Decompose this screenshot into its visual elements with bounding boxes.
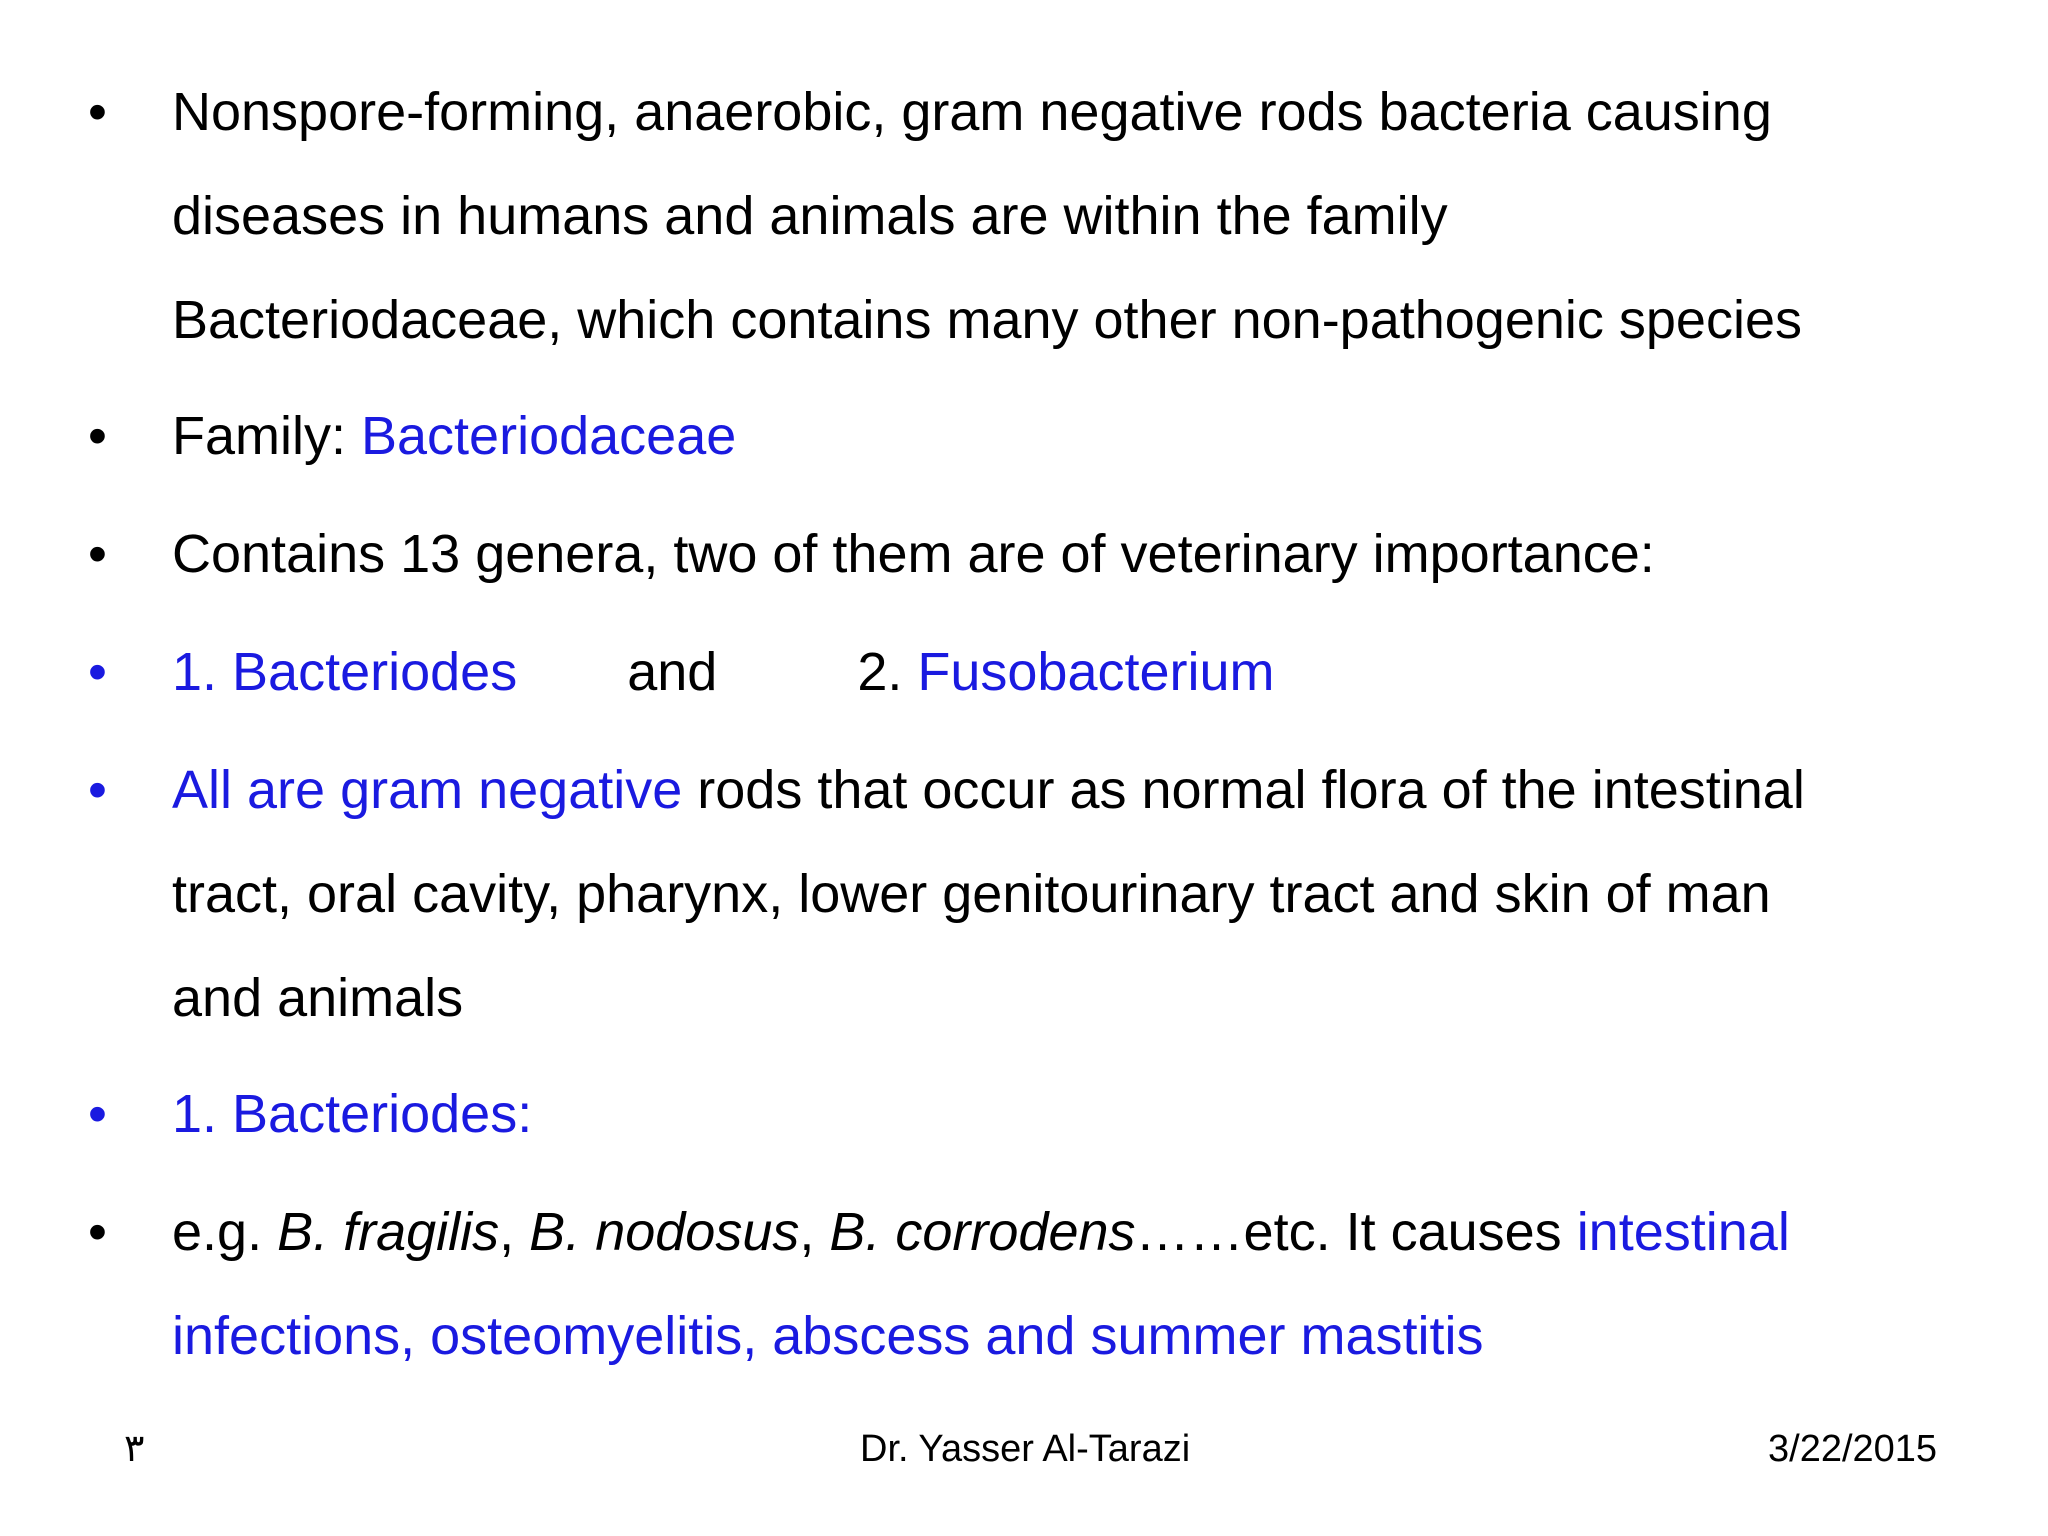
intro-line-1: Nonspore-forming, anaerobic, gram negative rods bacteria causing [172, 82, 1772, 142]
family-value: Bacteriodaceae [361, 406, 737, 466]
genera-text: Contains 13 genera, two of them are of veterinary importance: [172, 524, 1655, 584]
footer-author: Dr. Yasser Al-Tarazi [860, 1428, 1191, 1470]
separator: , [799, 1202, 830, 1262]
intro-line-3: Bacteriodaceae, which contains many other non-pathogenic species [172, 290, 1802, 350]
diseases-line-2: infections, osteomyelitis, abscess and summer mastitis [172, 1306, 1484, 1366]
family-label: Family: [172, 406, 361, 466]
and-word: and [627, 642, 718, 702]
species-nodosus: B. nodosus [529, 1202, 800, 1262]
gram-negative-highlight: All are gram negative [172, 760, 683, 820]
bullet-dot: • [88, 406, 107, 466]
bullet-text [172, 1180, 1972, 1388]
flora-line-1: rods that occur as normal flora of the intestinal [682, 760, 1805, 820]
page-number: ٣ [124, 1428, 145, 1470]
bullet-dot: • [88, 524, 107, 584]
species-fragilis: B. fragilis [277, 1202, 500, 1262]
separator: , [499, 1202, 530, 1262]
diseases-line-1: intestinal [1576, 1202, 1790, 1262]
species-corrodens: B. corrodens [829, 1202, 1136, 1262]
bullet-dot: • [88, 82, 107, 142]
intro-line-2: diseases in humans and animals are within the family [172, 186, 1448, 246]
genus-1: 1. Bacteriodes [172, 642, 518, 702]
bullet-text [172, 60, 1972, 372]
footer-date: 3/22/2015 [1768, 1428, 1938, 1470]
bullet-dot: • [88, 760, 107, 820]
genus-2-number: 2. [857, 642, 918, 702]
flora-line-3: and animals [172, 968, 464, 1028]
genus-2: Fusobacterium [917, 642, 1275, 702]
bullet-text [172, 620, 1972, 724]
bullet-text [172, 384, 1972, 488]
flora-line-2: tract, oral cavity, pharynx, lower genitourinary tract and skin of man [172, 864, 1771, 924]
eg-prefix: e.g. [172, 1202, 278, 1262]
etc-text: ……etc. It causes [1135, 1202, 1577, 1262]
bullet-dot: • [88, 1084, 107, 1144]
bacteriodes-heading: 1. Bacteriodes: [172, 1084, 533, 1144]
bullet-dot: • [88, 642, 107, 702]
bullet-text [172, 738, 1972, 1050]
bullet-dot: • [88, 1202, 107, 1262]
